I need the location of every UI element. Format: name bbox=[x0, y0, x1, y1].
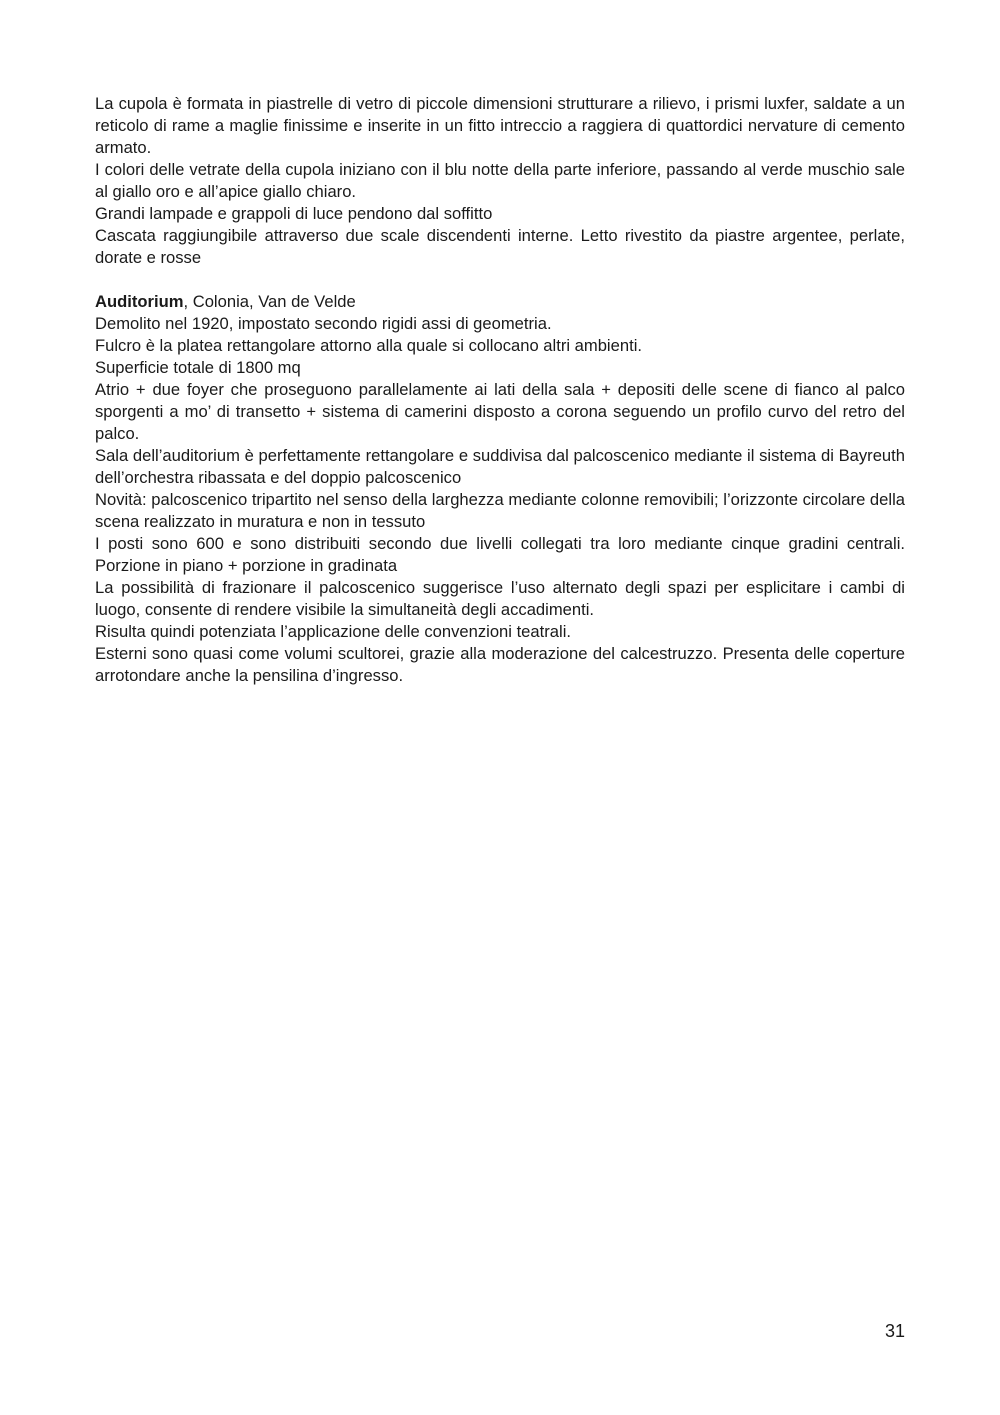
paragraph-hall: Sala dell’auditorium è perfettamente rettangolare e suddivisa dal palcoscenico mediante il sistema di Bayreuth dell’orchestra ribassata e del doppio palcoscenico bbox=[95, 446, 905, 487]
section-heading-auditorium bbox=[95, 291, 905, 313]
paragraph-cupola-colors: I colori delle vetrate della cupola iniziano con il blu notte della parte inferiore, passando al verde muschio sale al giallo oro e all’apice giallo chiaro. bbox=[95, 160, 905, 201]
paragraph-cupola-glass: La cupola è formata in piastrelle di vetro di piccole dimensioni strutturare a rilievo, i prismi luxfer, saldate a un reticolo di rame a maglie finissime e inserite in un fitto intreccio a raggiera di quattordici nervature di cemento armato. bbox=[95, 94, 905, 157]
paragraph-demolished: Demolito nel 1920, impostato secondo rigidi assi di geometria. bbox=[95, 314, 552, 333]
paragraph-seats: I posti sono 600 e sono distribuiti secondo due livelli collegati tra loro mediante cinque gradini centrali. Porzione in piano + porzione in gradinata bbox=[95, 534, 905, 575]
paragraph-cascade: Cascata raggiungibile attraverso due scale discendenti interne. Letto rivestito da piastre argentee, perlate, dorate e rosse bbox=[95, 226, 905, 267]
paragraph-surface: Superficie totale di 1800 mq bbox=[95, 358, 301, 377]
paragraph-atrium: Atrio + due foyer che proseguono parallelamente ai lati della sala + depositi delle scene di fianco al palco sporgenti a mo’ di transetto + sistema di camerini disposto a corona seguendo un profilo curvo del retro del palco. bbox=[95, 380, 905, 443]
page-body bbox=[95, 93, 905, 687]
heading-title: Auditorium bbox=[95, 292, 184, 311]
paragraph-novelty: Novità: palcoscenico tripartito nel senso della larghezza mediante colonne removibili; l’orizzonte circolare della scena realizzato in muratura e non in tessuto bbox=[95, 490, 905, 531]
heading-subtitle: , Colonia, Van de Velde bbox=[183, 292, 356, 311]
section-spacer bbox=[95, 269, 905, 291]
paragraph-lamps: Grandi lampade e grappoli di luce pendono dal soffitto bbox=[95, 204, 493, 223]
paragraph-stage-division: La possibilità di frazionare il palcoscenico suggerisce l’uso alternato degli spazi per esplicitare i cambi di luogo, consente di rendere visibile la simultaneità degli accadimenti. bbox=[95, 578, 905, 619]
paragraph-conventions: Risulta quindi potenziata l’applicazione delle convenzioni teatrali. bbox=[95, 622, 571, 641]
paragraph-exterior: Esterni sono quasi come volumi scultorei, grazie alla moderazione del calcestruzzo. Presenta delle coperture arrotondare anche la pensilina d’ingresso. bbox=[95, 644, 905, 685]
page-number: 31 bbox=[884, 1321, 905, 1341]
paragraph-platea: Fulcro è la platea rettangolare attorno alla quale si collocano altri ambienti. bbox=[95, 336, 642, 355]
